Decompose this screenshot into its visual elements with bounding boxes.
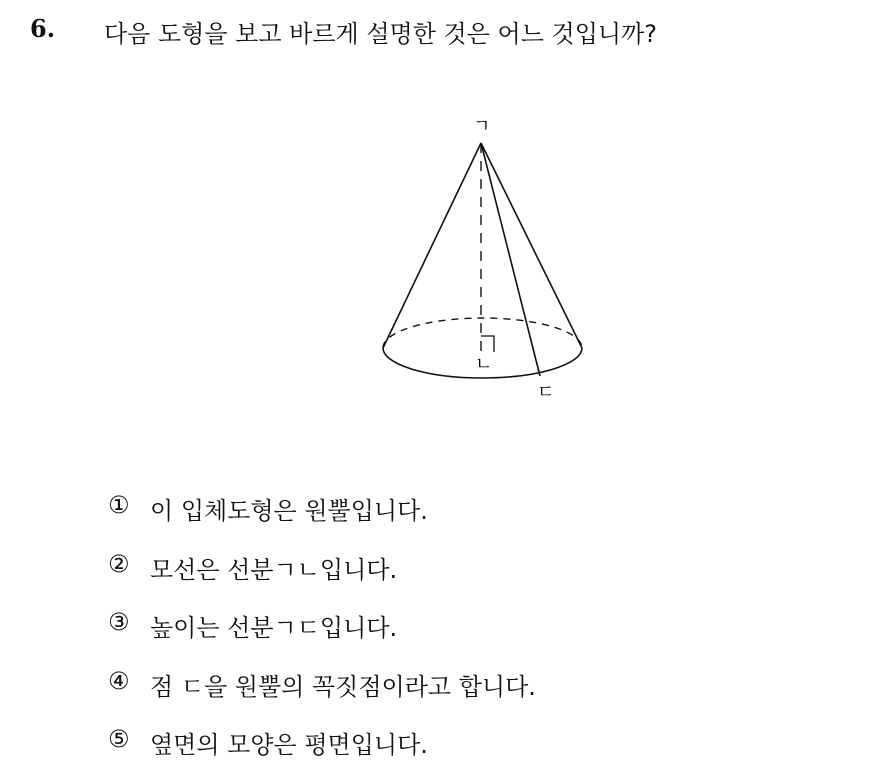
slant-line-to-d [481,143,540,376]
choice-4-text: 점 ㄷ을 원뿔의 꼭짓점이라고 합니다. [150,672,536,701]
choice-1[interactable] [108,491,536,550]
label-base-point: ㄷ [537,382,555,403]
cone-diagram [370,108,600,408]
choice-1-text: 이 입체도형은 원뿔입니다. [150,497,428,525]
label-center: ㄴ [475,354,493,375]
choice-2[interactable] [108,550,536,609]
question-text: 다음 도형을 보고 바르게 설명한 것은 어느 것입니까? [104,20,658,48]
choice-5[interactable] [108,725,536,784]
cone-left-edge [383,143,481,348]
choices-list [108,491,536,784]
choice-3-text: 높이는 선분ㄱㄷ입니다. [150,614,398,642]
choice-5-mark: ⑤ [108,725,130,753]
choice-2-text: 모선은 선분ㄱㄴ입니다. [150,555,398,584]
choice-4[interactable] [108,667,536,726]
choice-3-mark: ③ [108,608,130,636]
question-number: 6. [30,14,56,43]
cone-right-edge [481,143,582,348]
choice-1-mark: ① [108,491,130,519]
choice-2-mark: ② [108,549,130,578]
base-back-arc [383,318,582,348]
right-angle-mark [481,336,494,352]
choice-5-text: 옆면의 모양은 평면입니다. [150,731,428,759]
label-apex: ㄱ [473,116,491,137]
choice-3[interactable] [108,608,536,667]
cone-figure [370,108,600,408]
choice-4-mark: ④ [108,666,130,695]
